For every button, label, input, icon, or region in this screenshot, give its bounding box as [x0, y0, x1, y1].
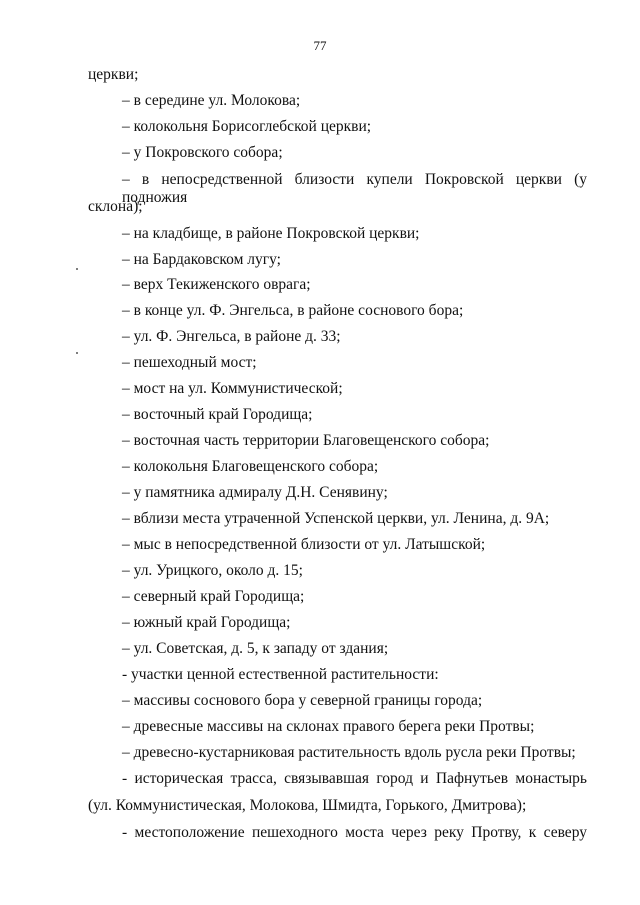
text-line: – у памятника адмиралу Д.Н. Сенявину; [122, 484, 388, 501]
text-line: – северный край Городища; [122, 588, 305, 605]
text-line: - местоположение пешеходного моста через реку Протву, к северу [122, 824, 587, 841]
scan-speck [76, 352, 78, 354]
text-line: – пешеходный мост; [122, 354, 257, 371]
text-line: – восточная часть территории Благовещенского собора; [122, 432, 490, 449]
text-line: – колокольня Благовещенского собора; [122, 458, 379, 475]
text-line: – ул. Урицкого, около д. 15; [122, 562, 303, 579]
text-line: – верх Текиженского оврага; [122, 276, 311, 293]
text-line: – на Бардаковском лугу; [122, 251, 281, 268]
text-line: – в конце ул. Ф. Энгельса, в районе соснового бора; [122, 302, 464, 319]
text-line: – древесные массивы на склонах правого берега реки Протвы; [122, 718, 535, 735]
text-line: – на кладбище, в районе Покровской церкви; [122, 225, 420, 242]
text-line: – ул. Советская, д. 5, к западу от здания; [122, 640, 389, 657]
scan-speck [76, 268, 78, 270]
text-line: – в середине ул. Молокова; [122, 92, 301, 109]
text-line: (ул. Коммунистическая, Молокова, Шмидта, Горького, Дмитрова); [88, 797, 527, 814]
text-line: – массивы соснового бора у северной границы города; [122, 692, 483, 709]
text-line: – восточный край Городища; [122, 406, 313, 423]
text-line: – мыс в непосредственной близости от ул. Латышской; [122, 536, 486, 553]
text-line: – ул. Ф. Энгельса, в районе д. 33; [122, 328, 341, 345]
text-line: склона); [88, 198, 143, 215]
text-line: - историческая трасса, связывавшая город и Пафнутьев монастырь [122, 770, 587, 787]
text-line: – южный край Городища; [122, 614, 291, 631]
text-line: – в непосредственной близости купели Покровской церкви (у подножия [122, 171, 587, 206]
text-line: церкви; [88, 66, 139, 83]
text-line: – древесно-кустарниковая растительность вдоль русла реки Протвы; [122, 744, 576, 761]
text-line: – вблизи места утраченной Успенской церкви, ул. Ленина, д. 9А; [122, 510, 550, 527]
text-line: – у Покровского собора; [122, 144, 283, 161]
text-line: - участки ценной естественной растительности: [122, 666, 439, 683]
text-line: – мост на ул. Коммунистической; [122, 380, 343, 397]
text-line: – колокольня Борисоглебской церкви; [122, 118, 372, 135]
page-number: 77 [313, 38, 327, 53]
